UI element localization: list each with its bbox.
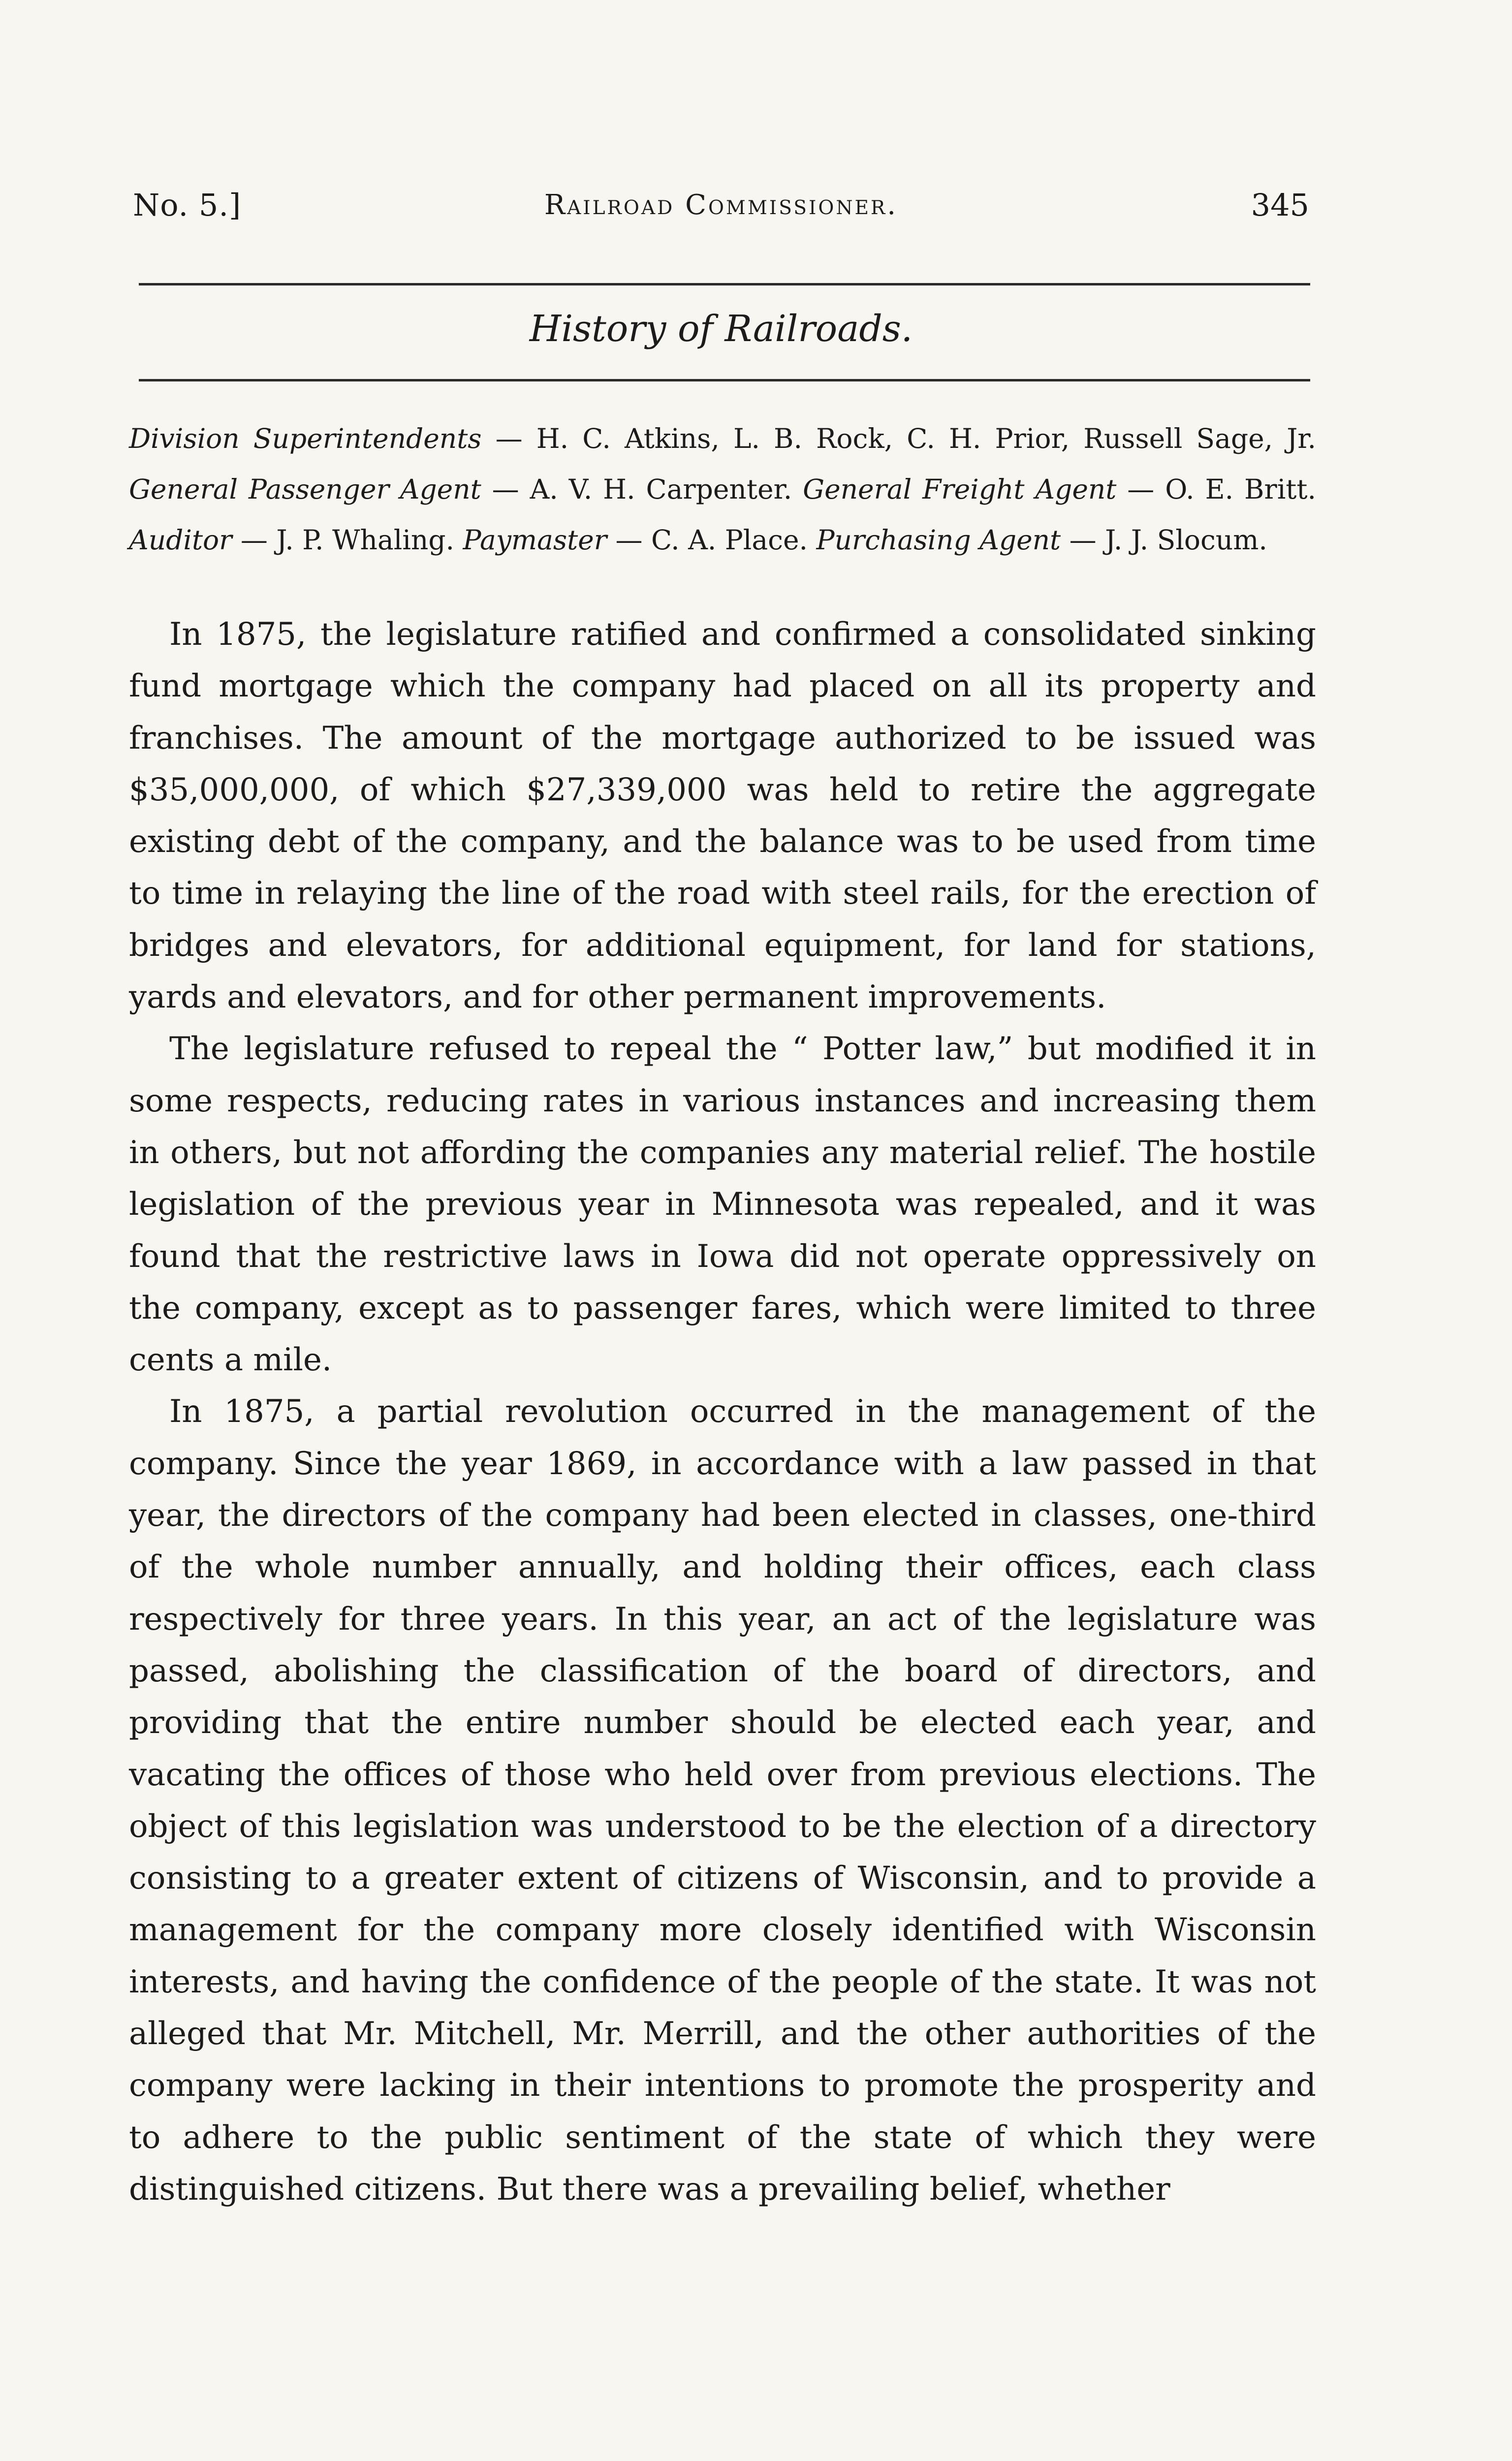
general-freight-agent-label: General Freight Agent xyxy=(803,473,1117,505)
general-passenger-agent-label: General Passenger Agent xyxy=(129,473,481,505)
paragraph-management-revolution: In 1875, a partial revolution occurred in the management of the company. Since the year 1869, in accordance with a law passed in that year, the directors of the company had been elected in classes, one-third of the whole number annually, and holding their offices, each class respectively for three years. In this year, an act of the legislature was passed, abolishing the classification of the board of directors, and providing that the entire number should be elected each year, and vacating the offices of those who held over from previous elections. The object of this legislation was understood to be the election of a directory consisting to a greater extent of citizens of Wisconsin, and to provide a management for the company more closely identified with Wisconsin interests, and having the confidence of the people of the state. It was not alleged that Mr. Mitchell, Mr. Merrill, and the other authorities of the company were lacking in their intentions to promote the prosperity and to adhere to the public sentiment of the state of which they were distinguished citizens. But there was a prevailing belief, whether xyxy=(129,1393,1316,2208)
paragraph-potter-law: The legislature refused to repeal the “ Potter law,” but modified it in some respects, reducing rates in various instances and increasing them in others, but not affording the companies any material relief. The hostile legislation of the previous year in Minnesota was repealed, and it was found that the restrictive laws in Iowa did not operate oppressively on the company, except as to passenger fares, which were limited to three cents a mile. xyxy=(129,1031,1316,1379)
purchasing-agent-label: Purchasing Agent xyxy=(816,524,1061,556)
division-superintendents-value: H. C. Atkins, L. B. Rock, C. H. Prior, Russell Sage, Jr. xyxy=(536,423,1316,454)
issue-number: No. 5.] xyxy=(133,187,242,223)
section-title: History of Railroads. xyxy=(529,308,913,350)
header-rule-top xyxy=(139,283,1310,285)
purchasing-agent-value: J. J. Slocum. xyxy=(1105,524,1267,556)
page-header xyxy=(133,187,1309,226)
auditor-value: J. P. Whaling. xyxy=(276,524,455,556)
page-number: 345 xyxy=(1251,187,1309,223)
header-rule-bottom xyxy=(139,379,1310,381)
auditor-label: Auditor xyxy=(129,524,232,556)
general-freight-agent-value: O. E. Britt. xyxy=(1165,473,1316,505)
paymaster-label: Paymaster xyxy=(463,524,607,556)
general-passenger-agent-value: A. V. H. Carpenter. xyxy=(530,473,792,505)
division-superintendents-label: Division Superintendents xyxy=(129,423,482,454)
officers-list: Division Superintendents — H. C. Atkins, L. B. Rock, C. H. Prior, Russell Sage, Jr. General Passenger Agent — A. V. H. Carpenter. General Freight Agent — O. E. Britt. Auditor — J. P. Whaling. Paymaster — C. A. Place. Purchasing Agent — J. J. Slocum. xyxy=(129,423,1316,556)
paymaster-value: C. A. Place. xyxy=(651,524,808,556)
running-title: Railroad Commissioner. xyxy=(544,189,898,221)
body-text xyxy=(129,413,1316,2215)
paragraph-mortgage: In 1875, the legislature ratified and confirmed a consolidated sinking fund mortgage which the company had placed on all its property and franchises. The amount of the mortgage authorized to be issued was $35,000,000, of which $27,339,000 was held to retire the aggregate existing debt of the company, and the balance was to be used from time to time in relaying the line of the road with steel rails, for the erection of bridges and elevators, for additional equipment, for land for stations, yards and elevators, and for other permanent improvements. xyxy=(129,616,1316,1016)
